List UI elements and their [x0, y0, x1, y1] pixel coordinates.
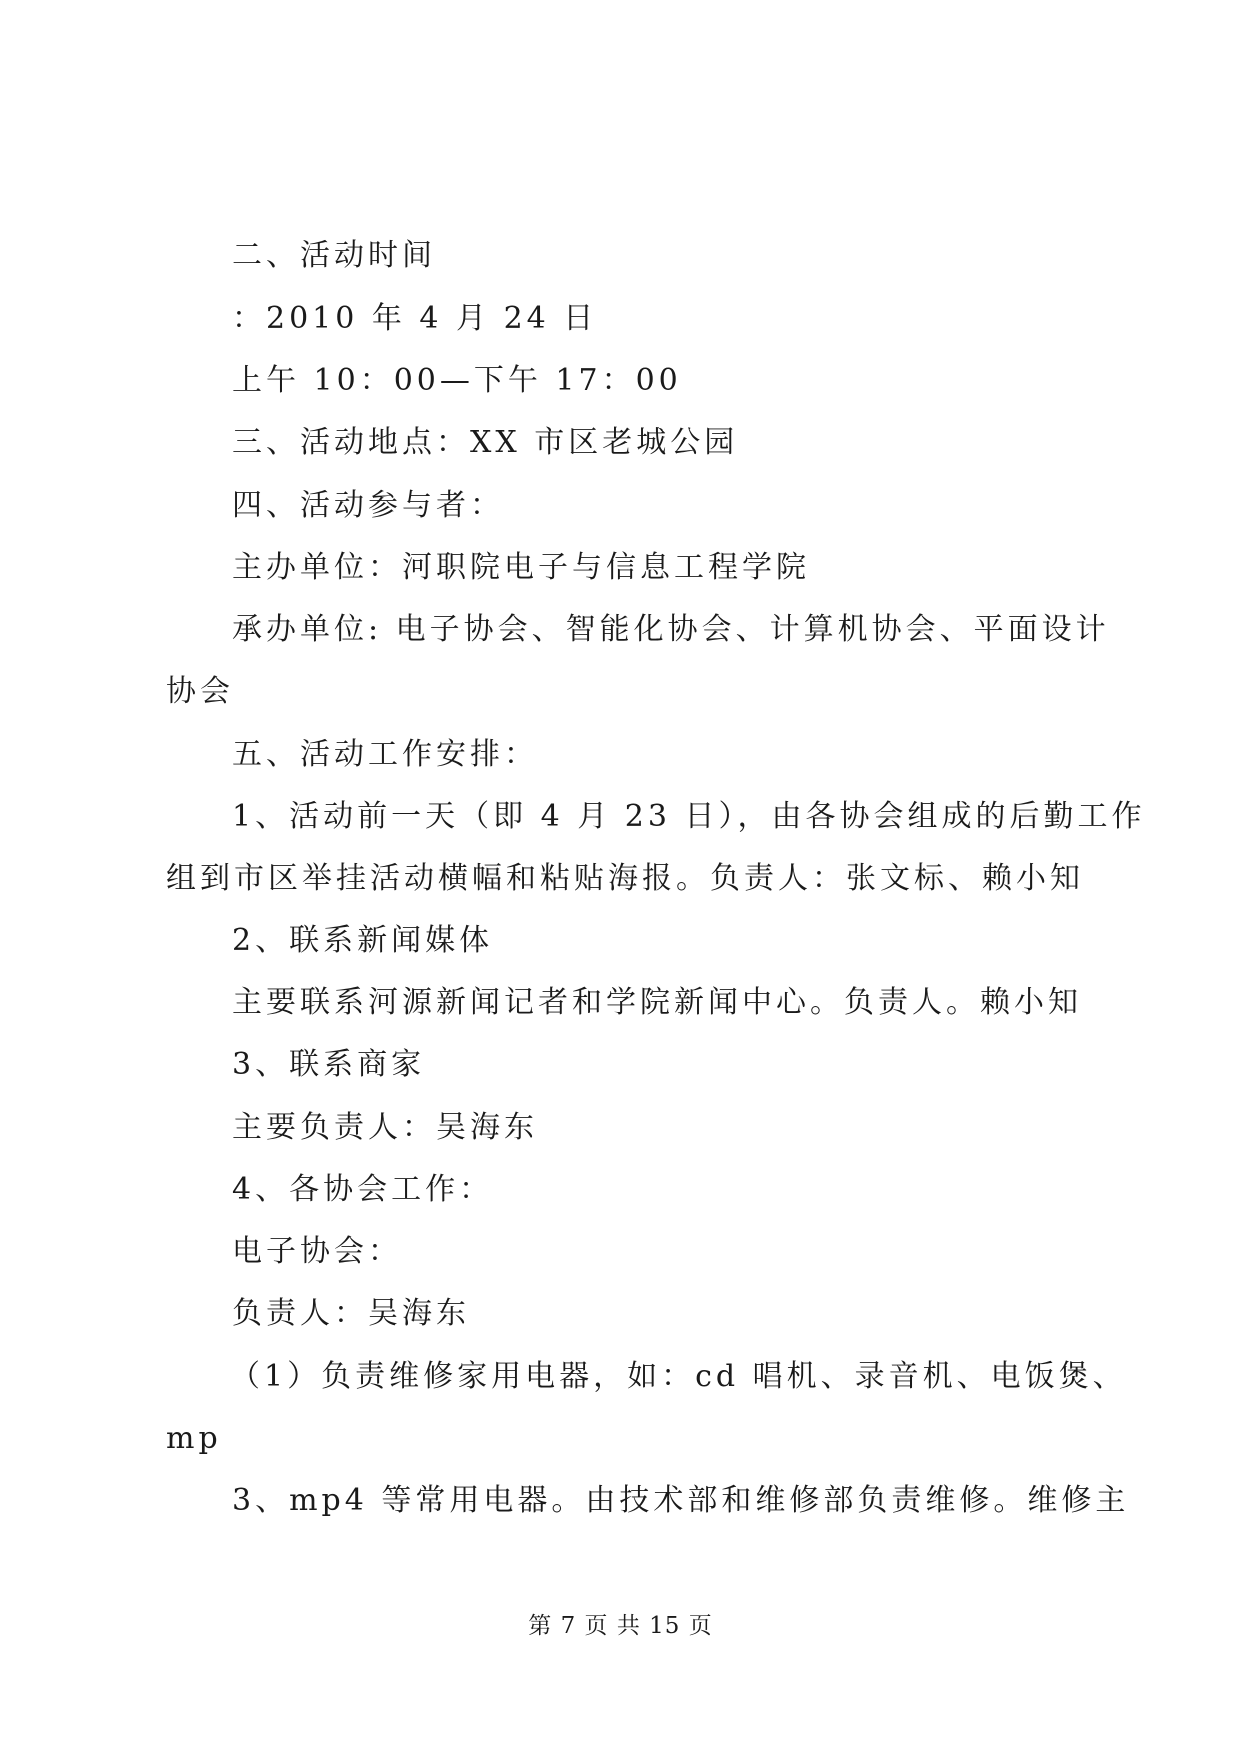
text-line: 主办单位：河职院电子与信息工程学院: [232, 550, 810, 585]
text-line: 1、活动前一天（即 4 月 23 日），由各协会组成的后勤工作: [232, 799, 1146, 834]
text-line: 电子协会：: [232, 1234, 402, 1269]
text-line: 四、活动参与者：: [232, 488, 504, 523]
text-line: 3、联系商家: [232, 1047, 426, 1082]
text-line: 组到市区举挂活动横幅和粘贴海报。负责人：张文标、赖小知: [166, 861, 1084, 896]
text-line: 4、各协会工作：: [232, 1172, 494, 1207]
text-line: mp: [166, 1421, 222, 1456]
text-line: （1）负责维修家用电器，如：cd 唱机、录音机、电饭煲、: [230, 1359, 1127, 1394]
text-line: 主要联系河源新闻记者和学院新闻中心。负责人。赖小知: [232, 985, 1082, 1020]
text-line: 2、联系新闻媒体: [232, 923, 494, 958]
text-line: ：2010 年 4 月 24 日: [232, 301, 598, 336]
text-line: 负责人：吴海东: [232, 1296, 470, 1331]
text-line: 协会: [166, 674, 234, 709]
text-line: 上午 10：00—下午 17：00: [232, 363, 682, 398]
text-line: 3、mp4 等常用电器。由技术部和维修部负责维修。维修主: [232, 1483, 1130, 1518]
text-line: 五、活动工作安排：: [232, 737, 538, 772]
text-line: 主要负责人：吴海东: [232, 1110, 538, 1145]
text-line: 二、活动时间: [232, 238, 436, 273]
page-number-footer: 第 7 页 共 15 页: [528, 1613, 713, 1639]
text-line: 承办单位: 电子协会、智能化协会、计算机协会、平面设计: [232, 612, 1110, 647]
text-line: 三、活动地点：XX 市区老城公园: [232, 425, 739, 460]
